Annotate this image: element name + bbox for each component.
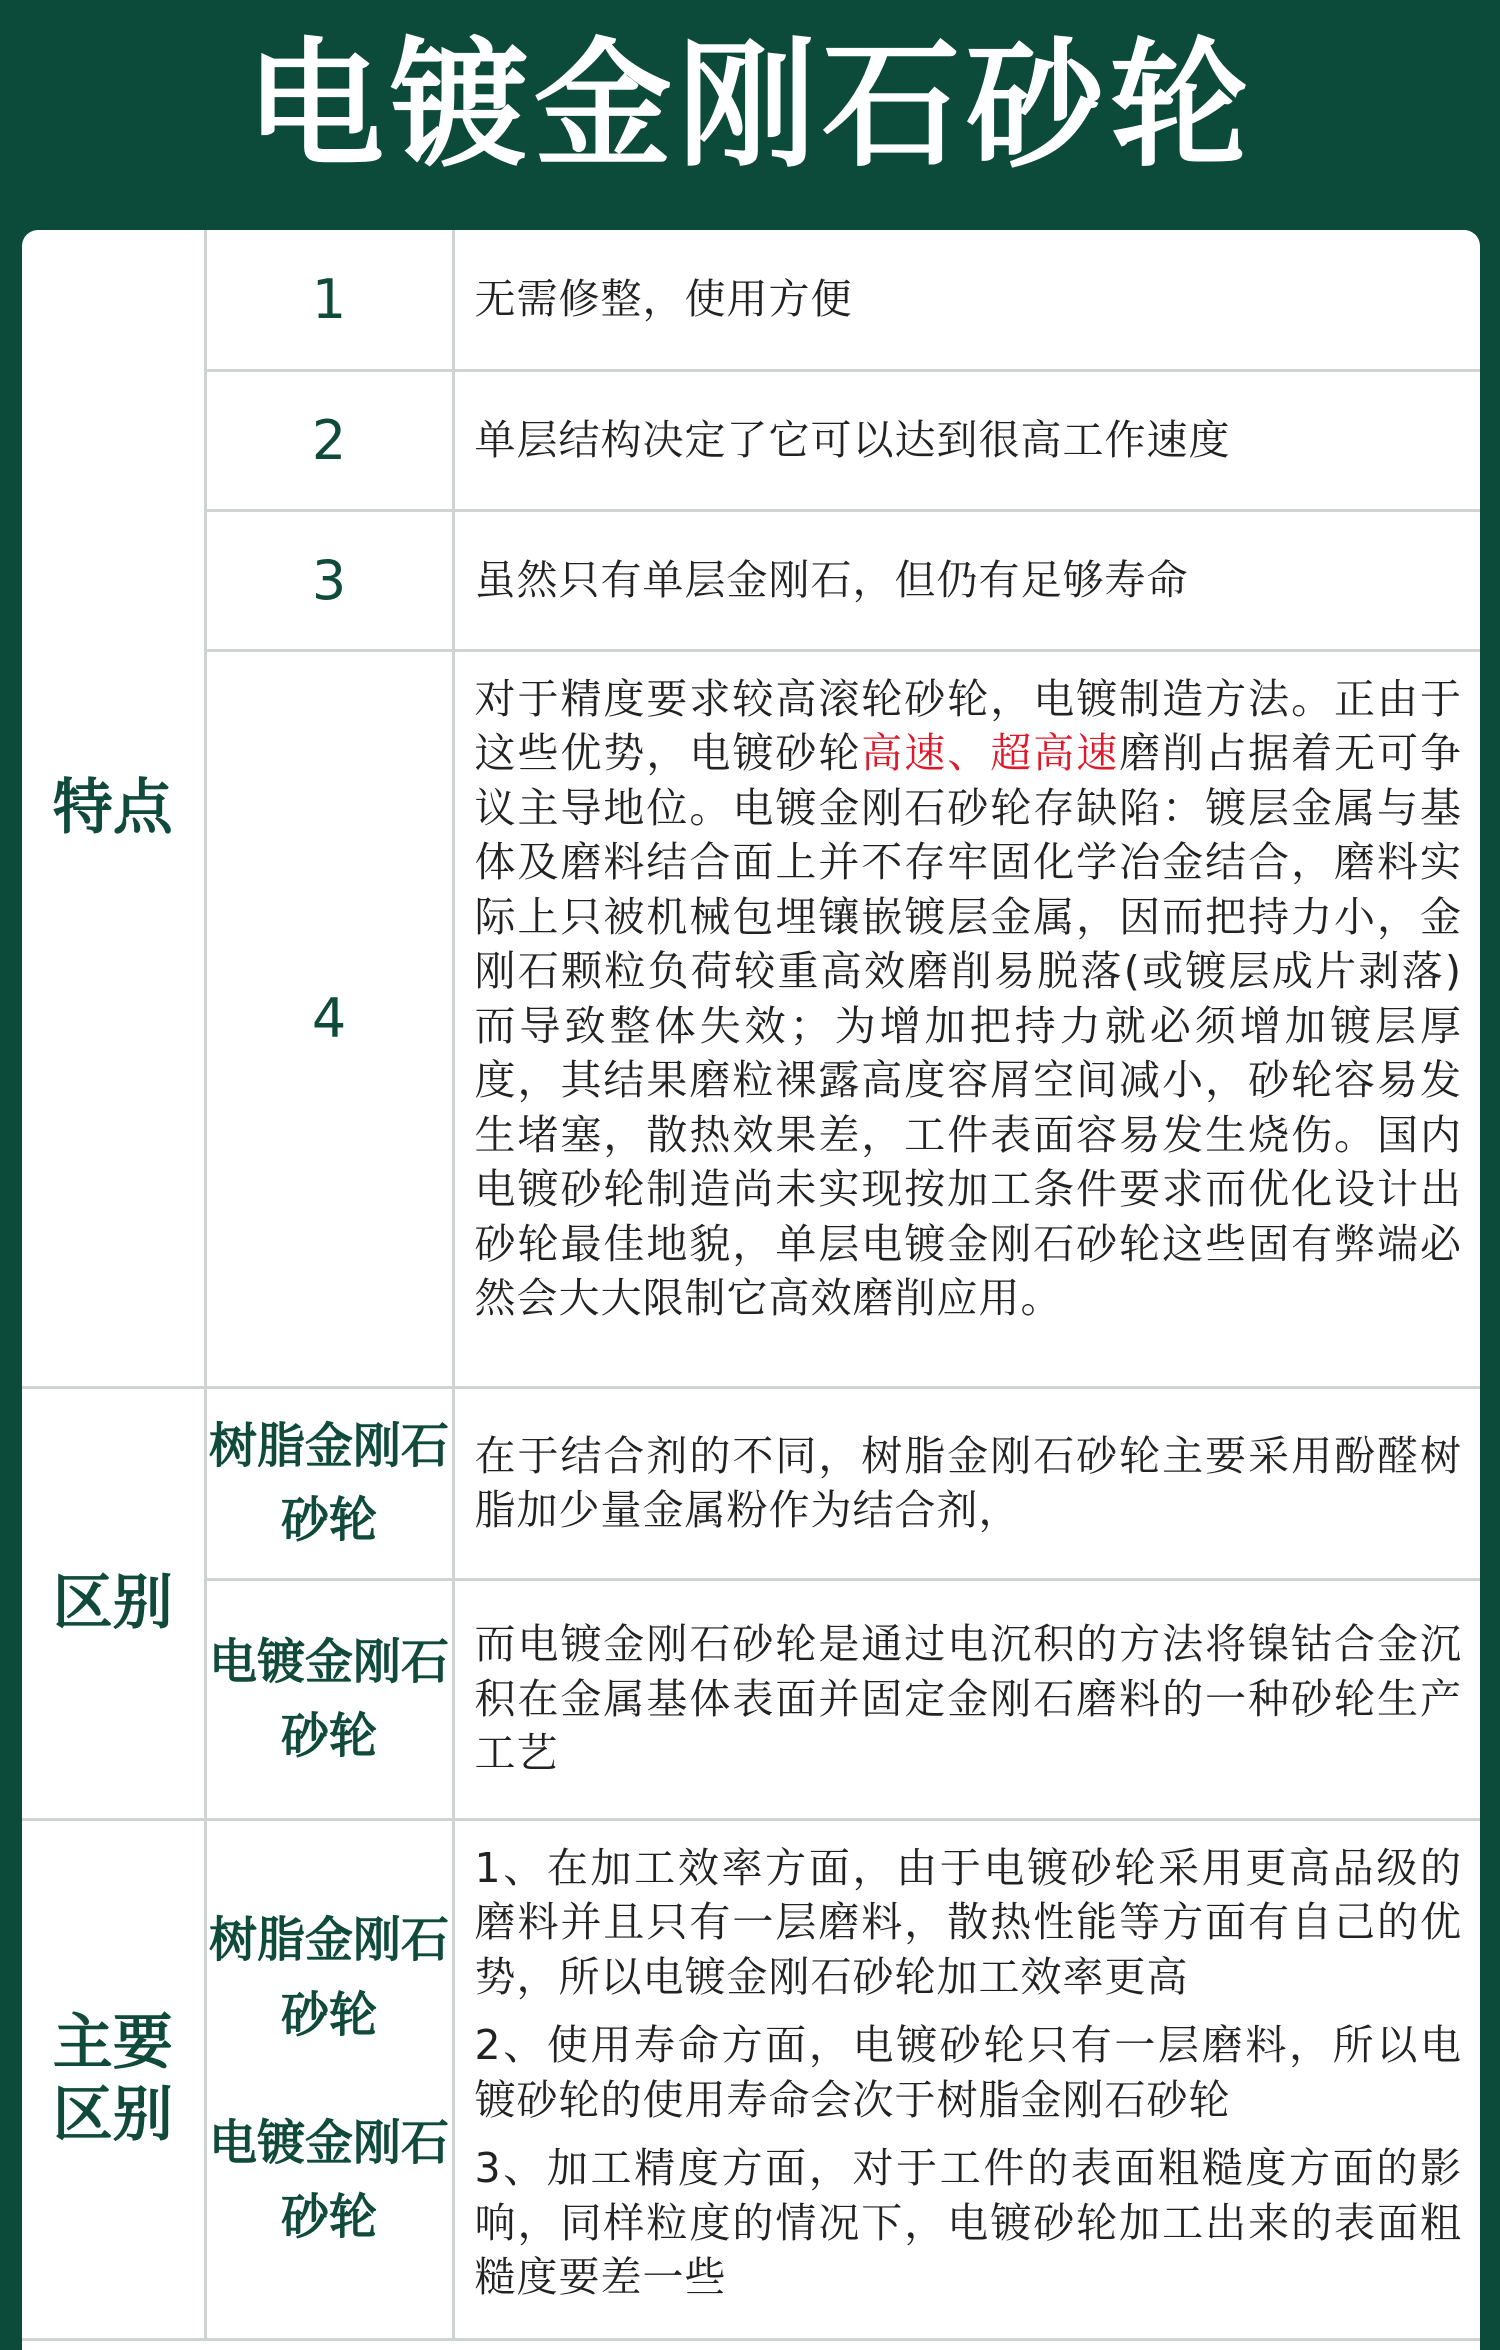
- row-number: 3: [205, 510, 453, 650]
- point-item: 2、使用寿命方面，电镀砂轮只有一层磨料，所以电镀砂轮的使用寿命会次于树脂金刚石砂轮: [474, 2021, 1462, 2124]
- row-sublabel: 树脂金刚石砂轮: [205, 1387, 453, 1579]
- row-text: 无需修整，使用方便: [453, 230, 1480, 370]
- text-segment: 对于精度要求较高滚轮砂轮，电镀制造方法。正由于这些优势，电镀砂轮: [474, 674, 1462, 777]
- row-text: 在于结合剂的不同，树脂金刚石砂轮主要采用酚醛树脂加少量金属粉作为结合剂，: [453, 1387, 1480, 1579]
- section-label-features: 特点: [22, 230, 205, 1387]
- table-row: [22, 650, 1480, 1387]
- row-points: [453, 1819, 1480, 2339]
- text-segment: 磨削占据着无可争议主导地位。电镀金刚石砂轮存缺陷：镀层金属与基体及磨料结合面上并不存牢固化学冶金结合，磨料实际上只被机械包埋镶嵌镀层金属，因而把持力小，金刚石颗粒负荷较重高效磨削易脱落(或镀层成片剥落)而导致整体失效；为增加把持力就必须增加镀层厚度，其结果磨粒裸露高度容屑空间减小，砂轮容易发生堵塞，散热效果差，工件表面容易发生烧伤。国内电镀砂轮制造尚未实现按加工条件要求而优化设计出砂轮最佳地貌，单层电镀金刚石砂轮这些固有弊端必然会大大限制它高效磨削应用。: [474, 729, 1463, 1322]
- highlight-text: 高速: [861, 729, 948, 777]
- page-header: [0, 0, 1500, 228]
- row-text: 而电镀金刚石砂轮是通过电沉积的方法将镍钴合金沉积在金属基体表面并固定金刚石磨料的一种砂轮生产工艺: [453, 1579, 1480, 1819]
- highlight-text: 超高速: [990, 729, 1120, 777]
- sublabel-stack: [207, 1903, 452, 2255]
- row-number: 1: [205, 230, 453, 370]
- spec-table: [22, 230, 1480, 2341]
- table-row: [22, 510, 1480, 650]
- table-row: [22, 370, 1480, 510]
- row-number: 4: [205, 650, 453, 1387]
- point-item: 1、在加工效率方面，由于电镀砂轮采用更高品级的磨料并且只有一层磨料，散热性能等方面有自己的优势，所以电镀金刚石砂轮加工效率更高: [474, 1843, 1462, 2001]
- row-number: 2: [205, 370, 453, 510]
- row-sublabels: [205, 1819, 453, 2339]
- table-row: [22, 1387, 1480, 1579]
- sublabel: 电镀金刚石砂轮: [208, 2115, 449, 2246]
- spec-table-card: [22, 230, 1480, 2350]
- section-label-difference: 区别: [22, 1387, 205, 1819]
- point-item: 3、加工精度方面，对于工件的表面粗糙度方面的影响，同样粒度的情况下，电镀砂轮加工出来的表面粗糙度要差一些: [474, 2144, 1462, 2301]
- row-sublabel: 电镀金刚石砂轮: [205, 1579, 453, 1819]
- section-label-main-difference: 主要区别: [22, 1819, 205, 2339]
- sublabel: 树脂金刚石砂轮: [208, 1912, 449, 2043]
- table-row: [22, 1819, 1480, 2339]
- row-text: 单层结构决定了它可以达到很高工作速度: [453, 370, 1480, 510]
- table-row: [22, 230, 1480, 370]
- page-title: 电镀金刚石砂轮: [245, 25, 1254, 186]
- highlight-separator: 、: [947, 729, 991, 777]
- table-row: [22, 1579, 1480, 1819]
- row-text-long: [453, 650, 1480, 1387]
- row-text: 虽然只有单层金刚石，但仍有足够寿命: [453, 510, 1480, 650]
